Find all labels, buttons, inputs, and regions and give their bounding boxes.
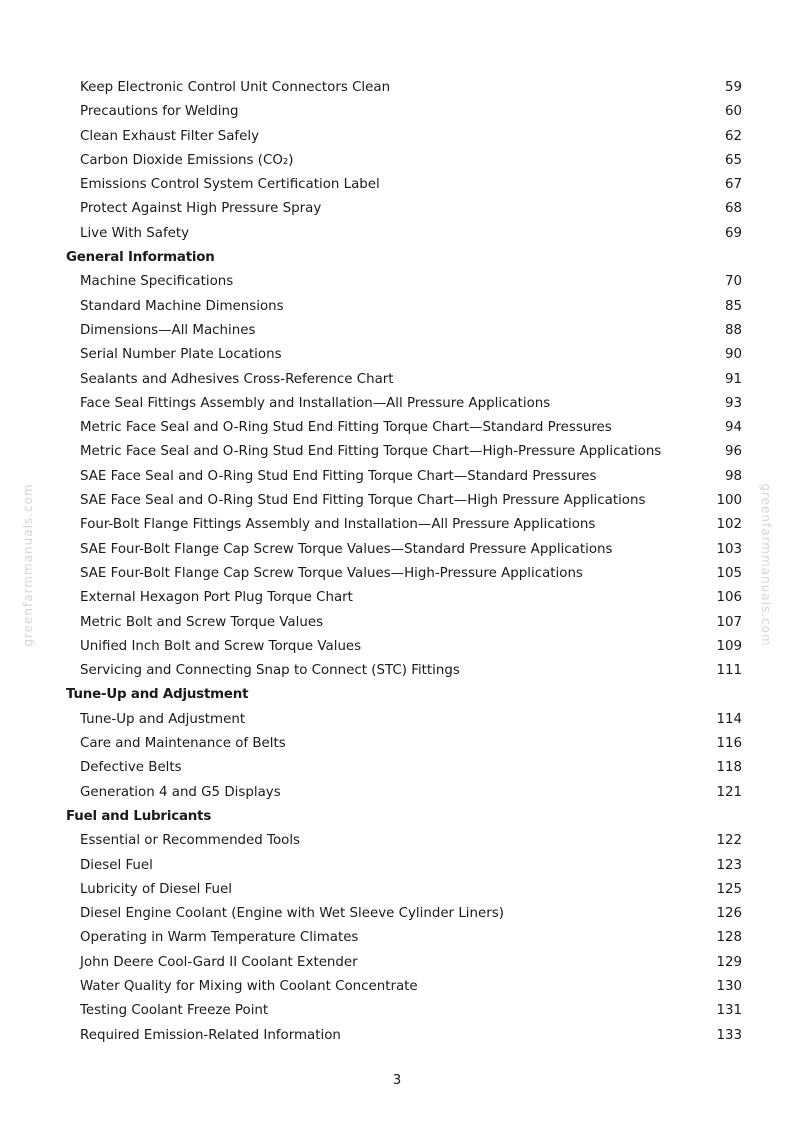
toc-entry-title: Metric Face Seal and O-Ring Stud End Fitting Torque Chart—High-Pressure Applications: [80, 444, 662, 460]
toc-entry[interactable]: [66, 343, 742, 367]
toc-entry-title: Essential or Recommended Tools: [80, 833, 301, 849]
watermark-left: greenfarmmanuals.com: [21, 483, 35, 647]
toc-entry[interactable]: [66, 1024, 742, 1048]
toc-entry[interactable]: [66, 611, 742, 635]
toc-entry-title: Face Seal Fittings Assembly and Installation—All Pressure Applications: [80, 395, 551, 411]
toc-entry-page: 103: [716, 541, 742, 557]
toc-entry-title: Protect Against High Pressure Spray: [80, 201, 322, 217]
toc-entry[interactable]: [66, 149, 742, 173]
toc-entry[interactable]: [66, 708, 742, 732]
toc-entry-page: 91: [724, 371, 742, 387]
toc-entry-title: Tune-Up and Adjustment: [80, 711, 246, 727]
toc-entry[interactable]: [66, 538, 742, 562]
toc-entry[interactable]: [66, 392, 742, 416]
toc-entry-title: Water Quality for Mixing with Coolant Concentrate: [80, 978, 418, 994]
toc-entry[interactable]: [66, 295, 742, 319]
toc-entry[interactable]: [66, 854, 742, 878]
toc-entry[interactable]: [66, 416, 742, 440]
table-of-contents: [66, 76, 742, 1048]
toc-entry-page: 130: [716, 978, 742, 994]
toc-entry-page: 126: [716, 906, 742, 922]
toc-entry[interactable]: [66, 781, 742, 805]
toc-entry-page: 106: [716, 590, 742, 606]
toc-entry-title: Care and Maintenance of Belts: [80, 736, 286, 752]
toc-entry-page: 123: [716, 857, 742, 873]
toc-entry-page: 128: [716, 930, 742, 946]
toc-entry-page: 60: [724, 104, 742, 120]
toc-entry[interactable]: [66, 76, 742, 100]
toc-entry-page: 125: [716, 881, 742, 897]
toc-section-heading[interactable]: [66, 683, 742, 707]
toc-entry-page: 90: [724, 347, 742, 363]
toc-entry-page: 67: [724, 177, 742, 193]
toc-entry[interactable]: [66, 125, 742, 149]
toc-entry[interactable]: [66, 368, 742, 392]
toc-entry-page: 96: [724, 444, 742, 460]
toc-entry-page: 107: [716, 614, 742, 630]
toc-entry-title: Generation 4 and G5 Displays: [80, 784, 281, 800]
watermark-right: greenfarmmanuals.com: [759, 483, 773, 647]
toc-entry-title: Defective Belts: [80, 760, 182, 776]
toc-entry[interactable]: [66, 999, 742, 1023]
toc-entry-title: Carbon Dioxide Emissions (CO₂): [80, 152, 294, 168]
toc-entry[interactable]: [66, 319, 742, 343]
toc-entry[interactable]: [66, 465, 742, 489]
toc-entry[interactable]: [66, 659, 742, 683]
page-number: 3: [392, 1073, 402, 1088]
toc-entry-title: Serial Number Plate Locations: [80, 347, 282, 363]
toc-entry-title: Precautions for Welding: [80, 104, 239, 120]
toc-entry-page: 100: [716, 493, 742, 509]
toc-entry[interactable]: [66, 732, 742, 756]
toc-entry-page: 62: [724, 128, 742, 144]
toc-entry[interactable]: [66, 951, 742, 975]
toc-entry-title: Required Emission-Related Information: [80, 1027, 341, 1043]
toc-entry-title: Machine Specifications: [80, 274, 234, 290]
section-title: General Information: [66, 250, 215, 266]
toc-entry-title: Emissions Control System Certification Label: [80, 177, 380, 193]
toc-entry-page: 69: [724, 225, 742, 241]
toc-entry-page: 105: [716, 565, 742, 581]
toc-entry[interactable]: [66, 878, 742, 902]
toc-entry[interactable]: [66, 926, 742, 950]
toc-entry-page: 131: [716, 1003, 742, 1019]
toc-entry[interactable]: [66, 173, 742, 197]
toc-entry-title: Dimensions—All Machines: [80, 322, 256, 338]
toc-entry-page: 88: [724, 322, 742, 338]
toc-entry-title: Metric Bolt and Screw Torque Values: [80, 614, 324, 630]
toc-entry-title: Four-Bolt Flange Fittings Assembly and Installation—All Pressure Applications: [80, 517, 596, 533]
toc-entry-title: Standard Machine Dimensions: [80, 298, 284, 314]
toc-entry[interactable]: [66, 562, 742, 586]
toc-entry-title: SAE Four-Bolt Flange Cap Screw Torque Values—Standard Pressure Applications: [80, 541, 613, 557]
toc-entry-title: Diesel Engine Coolant (Engine with Wet Sleeve Cylinder Liners): [80, 906, 504, 922]
toc-section-heading[interactable]: [66, 246, 742, 270]
toc-entry-title: Clean Exhaust Filter Safely: [80, 128, 260, 144]
toc-entry[interactable]: [66, 975, 742, 999]
toc-entry-title: Diesel Fuel: [80, 857, 153, 873]
toc-entry-page: 129: [716, 954, 742, 970]
toc-entry-title: Servicing and Connecting Snap to Connect (STC) Fittings: [80, 663, 460, 679]
toc-entry[interactable]: [66, 440, 742, 464]
toc-entry-title: SAE Four-Bolt Flange Cap Screw Torque Values—High-Pressure Applications: [80, 565, 583, 581]
toc-entry-page: 70: [724, 274, 742, 290]
toc-entry-page: 68: [724, 201, 742, 217]
toc-entry-title: Unified Inch Bolt and Screw Torque Values: [80, 638, 362, 654]
toc-entry-page: 93: [724, 395, 742, 411]
toc-entry-title: Lubricity of Diesel Fuel: [80, 881, 232, 897]
toc-section-heading[interactable]: [66, 805, 742, 829]
toc-entry-title: Operating in Warm Temperature Climates: [80, 930, 359, 946]
toc-entry[interactable]: [66, 270, 742, 294]
toc-entry-title: Live With Safety: [80, 225, 190, 241]
toc-entry[interactable]: [66, 756, 742, 780]
toc-entry-title: Sealants and Adhesives Cross-Reference Chart: [80, 371, 394, 387]
toc-entry-page: 109: [716, 638, 742, 654]
toc-entry[interactable]: [66, 635, 742, 659]
toc-entry-title: SAE Face Seal and O-Ring Stud End Fitting Torque Chart—High Pressure Applications: [80, 493, 646, 509]
toc-entry-title: SAE Face Seal and O-Ring Stud End Fitting Torque Chart—Standard Pressures: [80, 468, 597, 484]
toc-entry[interactable]: [66, 586, 742, 610]
toc-entry[interactable]: [66, 222, 742, 246]
toc-entry-page: 94: [724, 420, 742, 436]
toc-entry-page: 85: [724, 298, 742, 314]
toc-entry[interactable]: [66, 902, 742, 926]
toc-entry-title: Testing Coolant Freeze Point: [80, 1003, 269, 1019]
toc-entry-page: 116: [716, 736, 742, 752]
toc-entry-page: 65: [724, 152, 742, 168]
toc-entry-page: 122: [716, 833, 742, 849]
toc-entry-page: 102: [716, 517, 742, 533]
section-title: Tune-Up and Adjustment: [66, 687, 249, 703]
toc-entry-title: External Hexagon Port Plug Torque Chart: [80, 590, 353, 606]
toc-entry-page: 59: [724, 80, 742, 95]
toc-entry-page: 114: [716, 711, 742, 727]
toc-entry[interactable]: [66, 489, 742, 513]
toc-entry[interactable]: [66, 197, 742, 221]
toc-entry[interactable]: [66, 513, 742, 537]
toc-entry-title: Keep Electronic Control Unit Connectors Clean: [80, 80, 391, 95]
toc-entry-page: 121: [716, 784, 742, 800]
toc-entry-page: 111: [716, 663, 742, 679]
toc-entry-page: 118: [716, 760, 742, 776]
toc-entry-title: John Deere Cool-Gard II Coolant Extender: [80, 954, 358, 970]
toc-entry-page: 98: [724, 468, 742, 484]
toc-entry-title: Metric Face Seal and O-Ring Stud End Fitting Torque Chart—Standard Pressures: [80, 420, 612, 436]
section-title: Fuel and Lubricants: [66, 808, 212, 824]
toc-entry[interactable]: [66, 829, 742, 853]
toc-entry-page: 133: [716, 1027, 742, 1043]
toc-entry[interactable]: [66, 100, 742, 124]
